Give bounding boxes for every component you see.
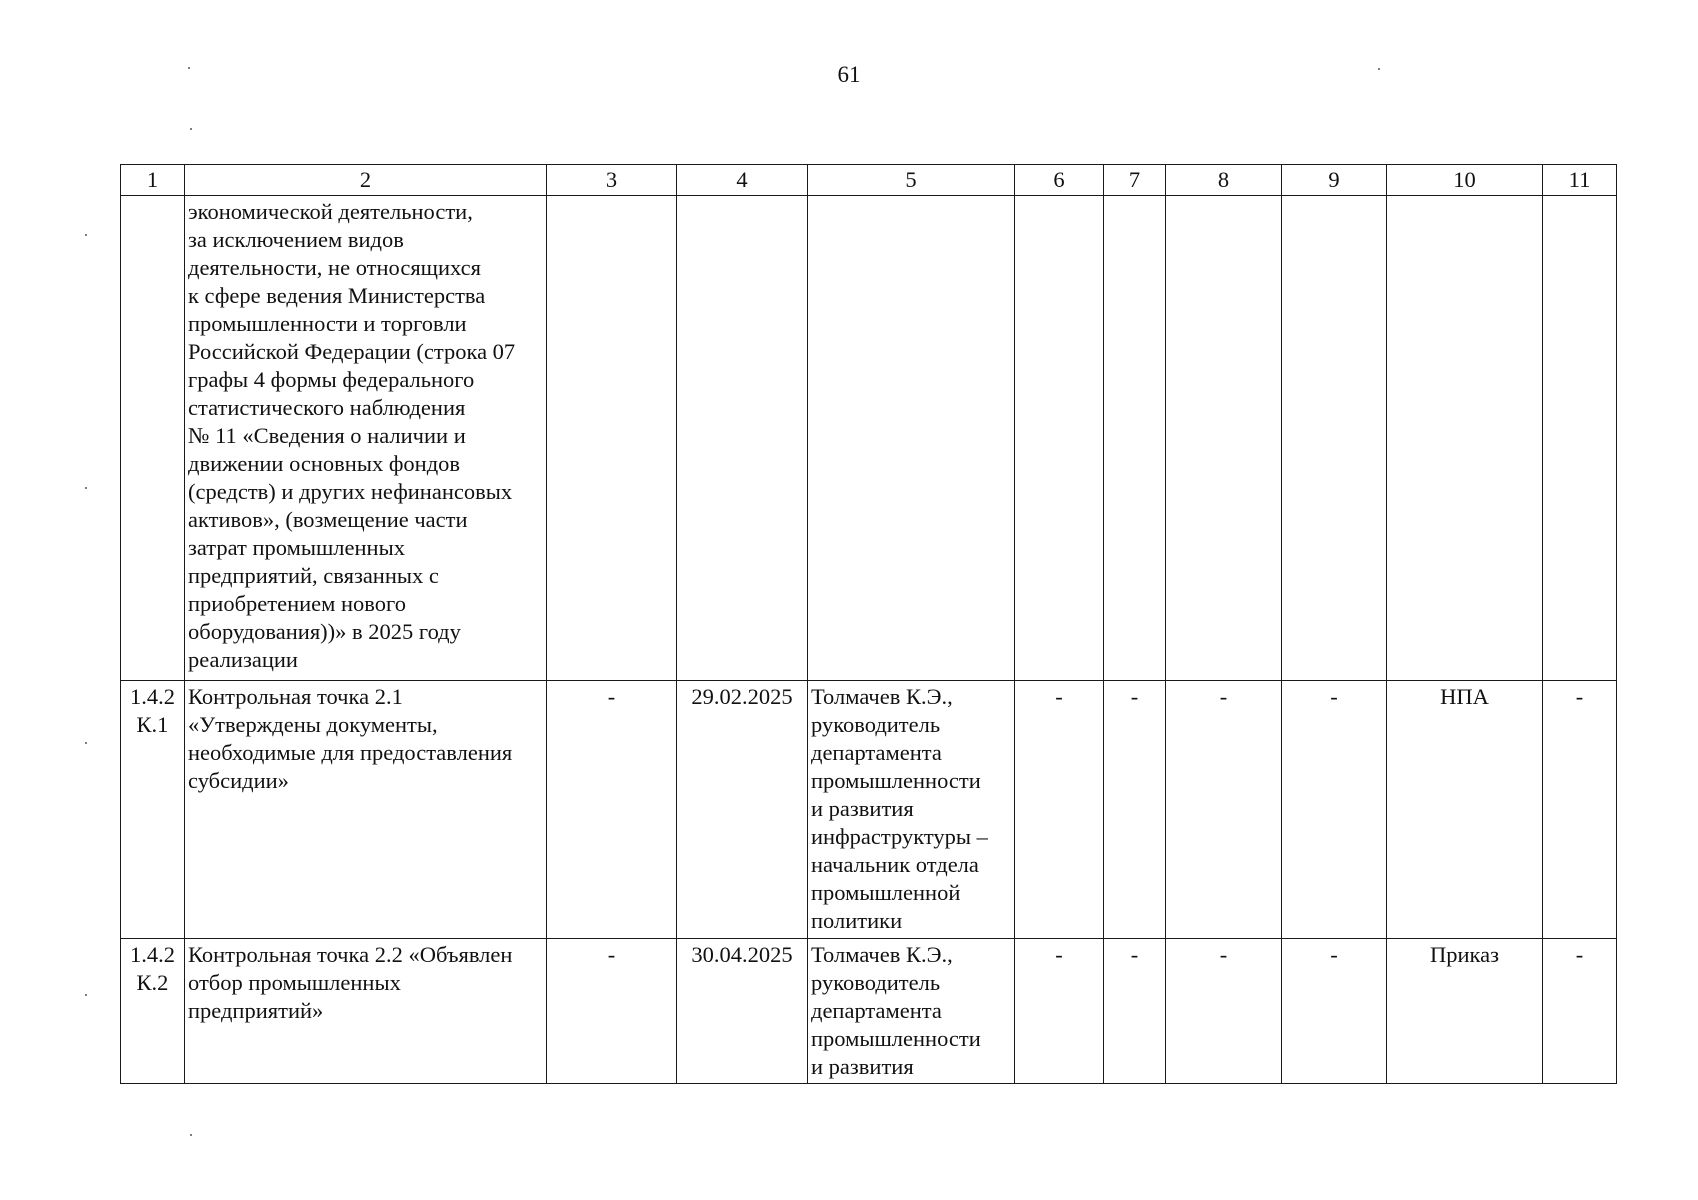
cell-doc-type	[1387, 196, 1543, 681]
cell-col8: -	[1166, 939, 1282, 1084]
cell-col6: -	[1015, 939, 1104, 1084]
scan-speck	[1378, 68, 1380, 70]
table-row	[121, 196, 1617, 681]
scan-speck	[85, 487, 87, 489]
cell-doc-type: Приказ	[1387, 939, 1543, 1084]
cell-col8	[1166, 196, 1282, 681]
cell-date: 29.02.2025	[677, 681, 808, 939]
column-header-6: 6	[1015, 165, 1104, 196]
scan-speck	[85, 234, 87, 236]
header-row	[121, 165, 1617, 196]
cell-description: Контрольная точка 2.2 «Объявлен отбор промышленных предприятий»	[185, 939, 547, 1084]
column-header-2: 2	[185, 165, 547, 196]
cell-col6	[1015, 196, 1104, 681]
column-header-9: 9	[1282, 165, 1387, 196]
cell-col9	[1282, 196, 1387, 681]
scan-speck	[85, 742, 87, 744]
cell-doc-type: НПА	[1387, 681, 1543, 939]
cell-col3: -	[547, 681, 677, 939]
cell-col11: -	[1543, 939, 1617, 1084]
scan-speck	[85, 994, 87, 996]
column-header-4: 4	[677, 165, 808, 196]
cell-col3	[547, 196, 677, 681]
page-number: 61	[837, 62, 861, 87]
cell-col7: -	[1104, 681, 1166, 939]
cell-description: Контрольная точка 2.1 «Утверждены документы, необходимые для предоставления субсидии»	[185, 681, 547, 939]
table-row	[121, 939, 1617, 1084]
column-header-3: 3	[547, 165, 677, 196]
cell-description: экономической деятельности, за исключением видов деятельности, не относящихся к сфере ведения Министерства промышленности и торговли Российской Федерации (строка 07 графы 4 формы федерального статистического наблюдения № 11 «Сведения о наличии и движении основных фондов (средств) и других нефинансовых активов», (возмещение части затрат промышленных предприятий, связанных с приобретением нового оборудования))» в 2025 году реализации	[185, 196, 547, 681]
cell-col7	[1104, 196, 1166, 681]
cell-responsible	[808, 196, 1015, 681]
cell-number: 1.4.2 К.1	[121, 681, 185, 939]
column-header-1: 1	[121, 165, 185, 196]
column-header-11: 11	[1543, 165, 1617, 196]
column-header-10: 10	[1387, 165, 1543, 196]
scan-speck	[188, 67, 190, 69]
column-header-8: 8	[1166, 165, 1282, 196]
column-header-7: 7	[1104, 165, 1166, 196]
cell-responsible: Толмачев К.Э., руководитель департамента промышленности и развития	[808, 939, 1015, 1084]
scan-speck	[190, 1134, 192, 1136]
cell-col3: -	[547, 939, 677, 1084]
column-header-5: 5	[808, 165, 1015, 196]
cell-date: 30.04.2025	[677, 939, 808, 1084]
cell-col6: -	[1015, 681, 1104, 939]
cell-col7: -	[1104, 939, 1166, 1084]
table-row	[121, 681, 1617, 939]
cell-col11: -	[1543, 681, 1617, 939]
cell-col9: -	[1282, 681, 1387, 939]
scan-speck	[190, 128, 192, 130]
document-table	[120, 164, 1617, 1084]
cell-number	[121, 196, 185, 681]
cell-col11	[1543, 196, 1617, 681]
cell-number: 1.4.2 К.2	[121, 939, 185, 1084]
cell-col8: -	[1166, 681, 1282, 939]
cell-col9: -	[1282, 939, 1387, 1084]
cell-date	[677, 196, 808, 681]
cell-responsible: Толмачев К.Э., руководитель департамента промышленности и развития инфраструктуры – начальник отдела промышленной политики	[808, 681, 1015, 939]
